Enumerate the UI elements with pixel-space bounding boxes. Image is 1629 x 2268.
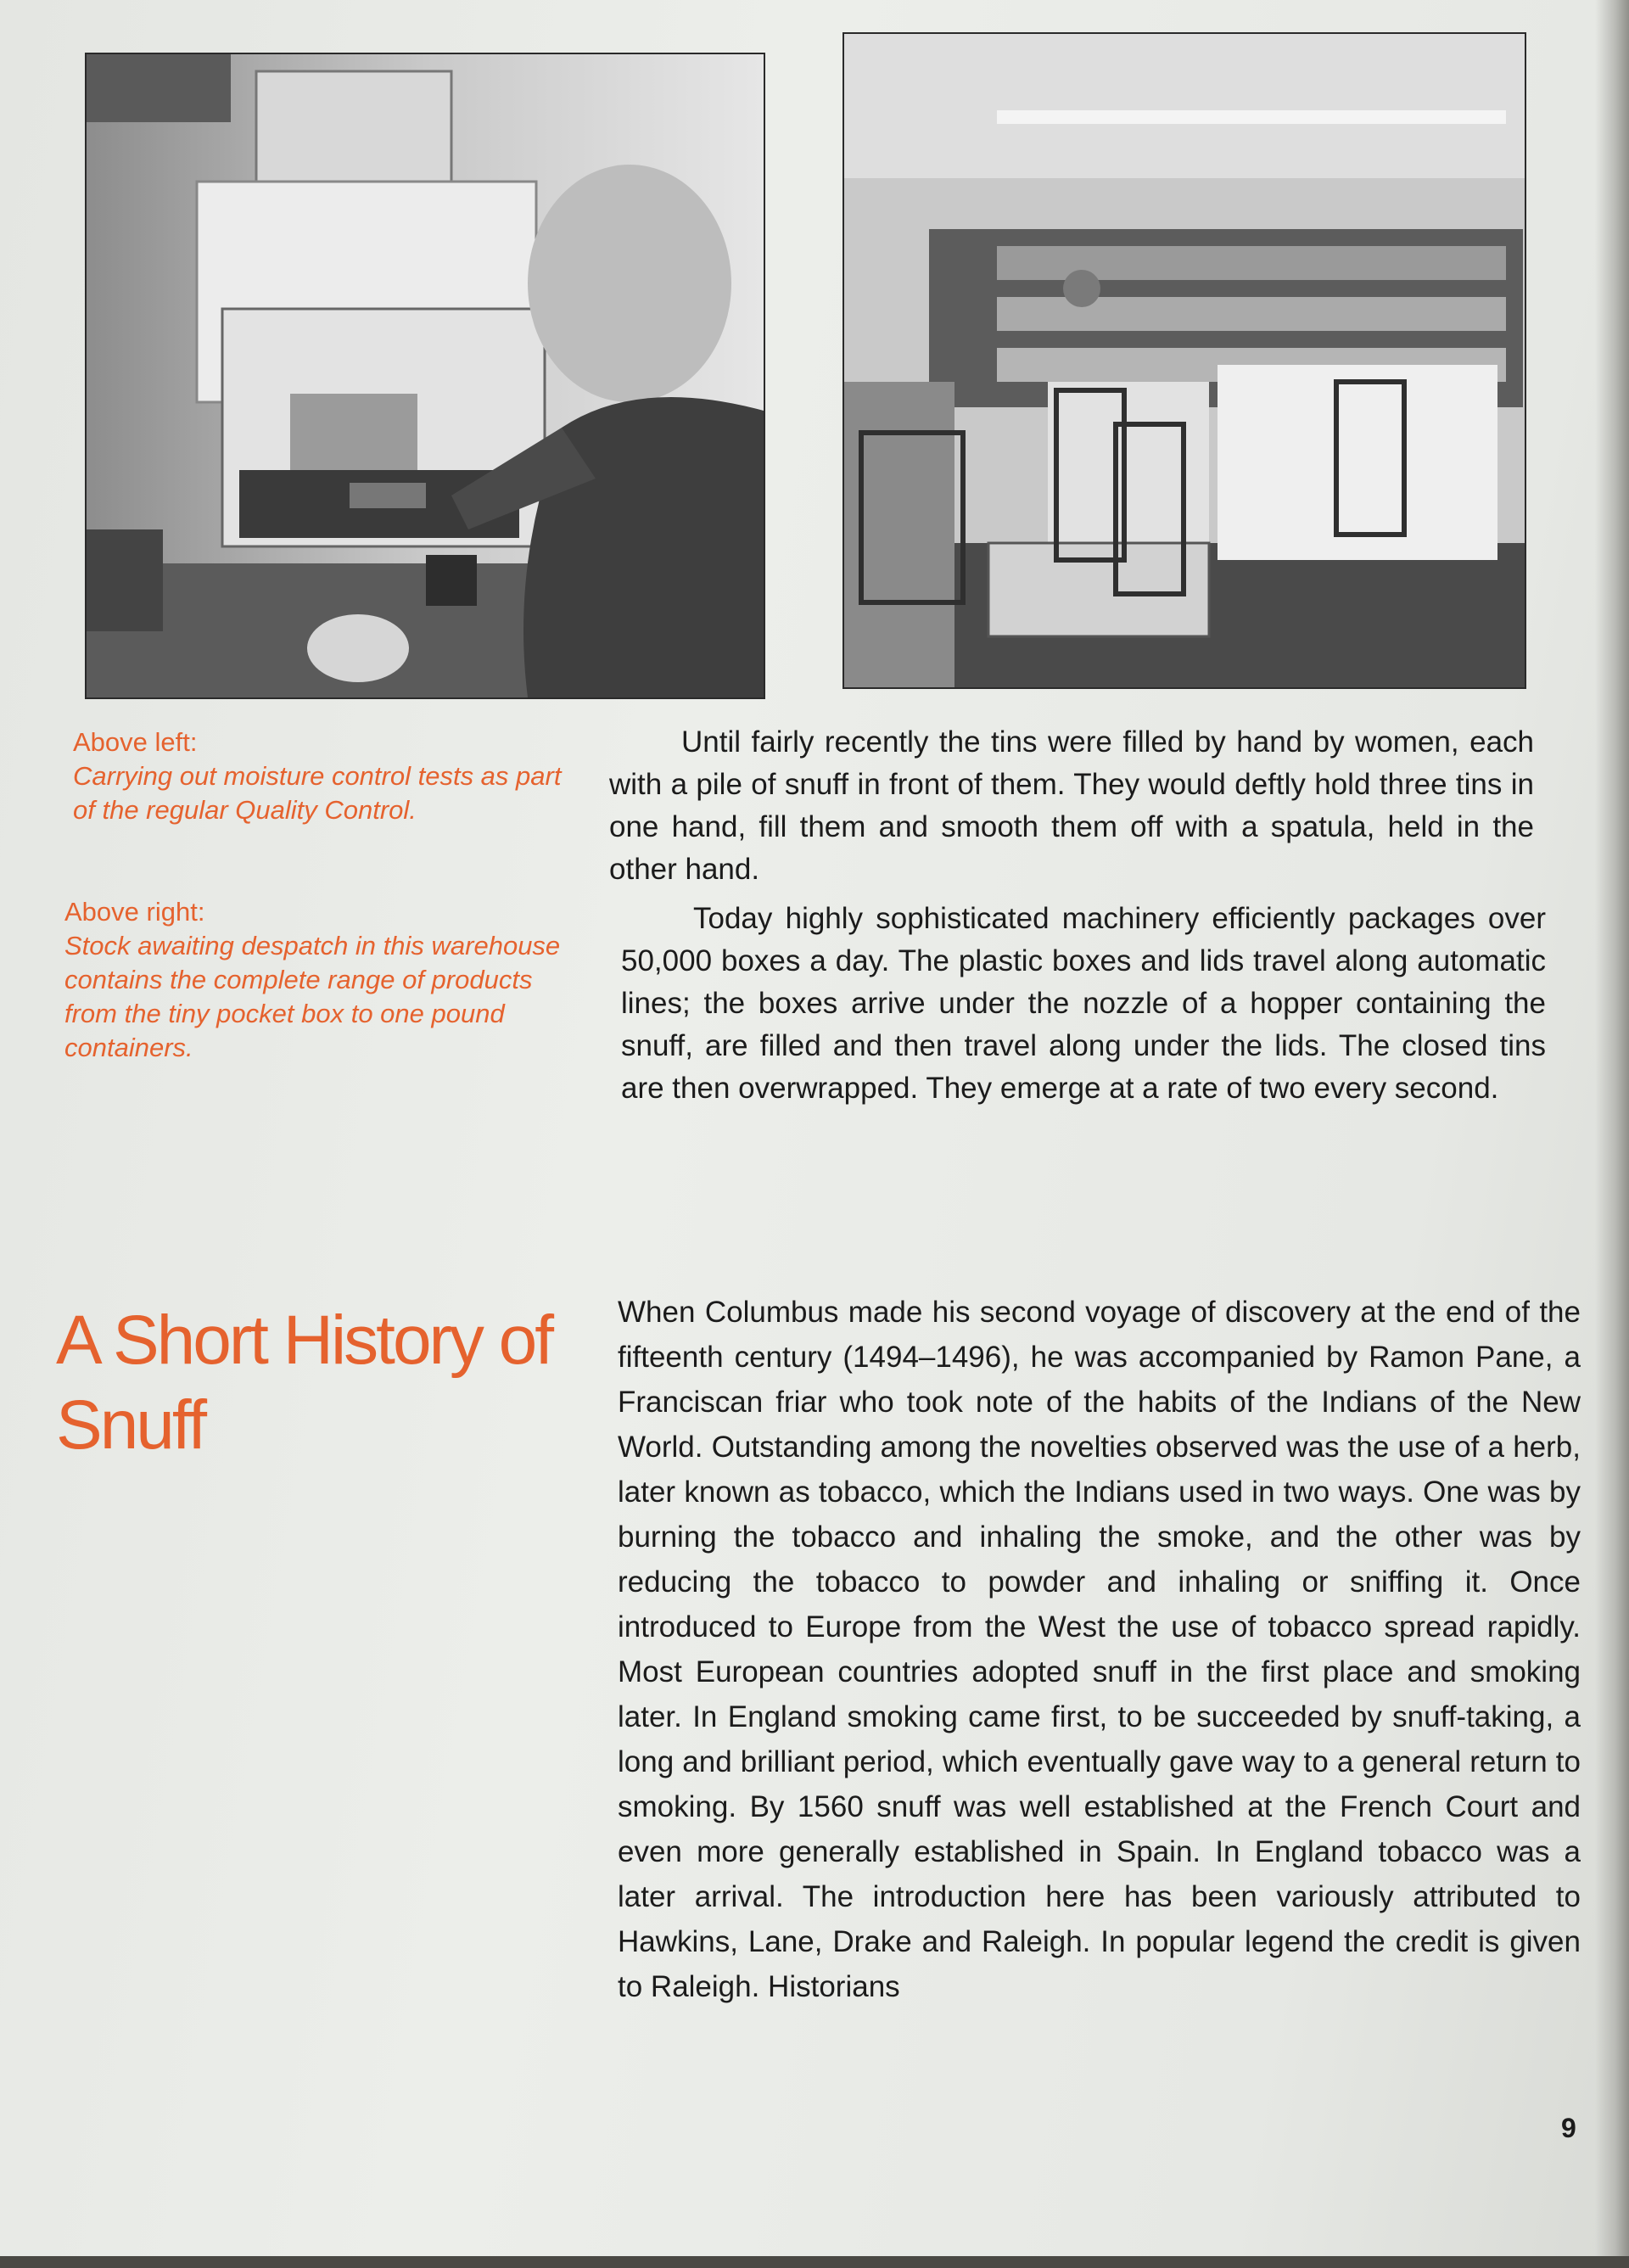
photo-right-illustration [844,34,1525,687]
page-edge-shadow [1595,0,1629,2268]
caption-above-right [64,895,574,1065]
caption-left-heading: Above left: [73,727,198,757]
caption-above-left [73,725,582,827]
history-paragraph: When Columbus made his second voyage of discovery at the end of the fifteenth century (1494–1496), he was accompanied by Ramon Pane, a Franciscan friar who took note of the habits of the Indians of the New World. Outstanding among the novelties observed was the use of a herb, later known as tobacco, which the Indians used in two ways. One was by burning the tobacco and inhaling the smoke, and the other was by reducing the tobacco to powder and inhaling or sniffing it. Once introduced to Europe from the West the use of tobacco spread rapidly. Most European countries adopted snuff in the first place and smoking later. In England smoking came first, to be succeeded by snuff-taking, a long and brilliant period, which eventually gave way to a general return to smoking. By 1560 snuff was well established at the French Court and even more generally established in Spain. In England tobacco was a later arrival. The introduction here has been variously attributed to Hawkins, Lane, Drake and Raleigh. In popular legend the credit is given to Raleigh. Historians [618,1296,1581,2003]
caption-right-text: Stock awaiting despatch in this warehouse contains the complete range of products from the tiny pocket box to one pound containers. [64,931,561,1062]
photo-warehouse-stock [842,32,1526,689]
caption-left-text: Carrying out moisture control tests as part of the regular Quality Control. [73,761,562,825]
page-bottom-edge [0,2256,1629,2268]
caption-right-heading: Above right: [64,897,205,927]
section-heading: A Short History of Snuff [56,1302,552,1464]
body-paragraph-hand-filling: Until fairly recently the tins were filled by hand by women, each with a pile of snuff in front of them. They would deftly hold three tins in one hand, fill them and smooth them off with a spatula, held in the other hand. [609,725,1534,886]
photo-left-illustration [87,54,764,697]
page-number: 9 [1561,2113,1576,2143]
photo-moisture-control-test [85,53,765,699]
body-paragraph-machinery: Today highly sophisticated machinery efficiently packages over 50,000 boxes a day. The plastic boxes and lids travel along automatic lines; the boxes arrive under the nozzle of a hopper containing the snuff, are filled and then travel along under the lids. The closed tins are then overwrapped. They emerge at a rate of two every second. [621,902,1546,1105]
